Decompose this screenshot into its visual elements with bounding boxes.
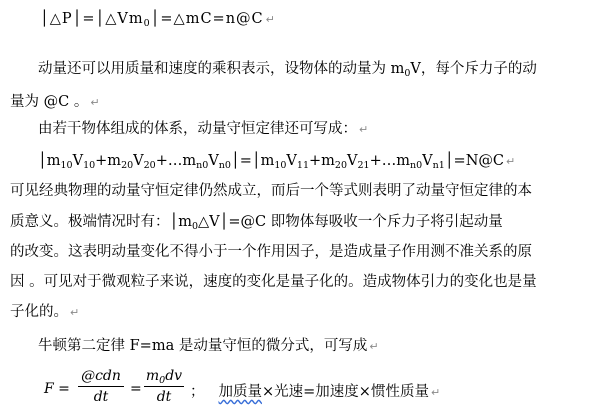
paragraph-mark: ↵: [70, 306, 80, 319]
text: 可见经典物理的动量守恒定律仍然成立，而后一个等式则表明了动量守恒定律的本: [10, 183, 532, 199]
equation-momentum-change: [40, 9, 276, 30]
text: 动量还可以用质量和速度的乘积表示，设物体的动量为 m: [38, 61, 405, 77]
eq-part: V: [347, 153, 358, 169]
subscript: 20: [121, 160, 134, 171]
paragraph-line-7: [10, 212, 503, 232]
text: 质意义。极端情况时有：│m: [10, 214, 192, 230]
fraction-denominator: dt: [93, 389, 109, 405]
num-part: m: [145, 368, 160, 384]
paragraph-mark: ↵: [369, 340, 379, 353]
fraction-denominator: dt: [156, 389, 172, 405]
equation-system-momentum: [38, 151, 515, 172]
paragraph-line-2: [38, 59, 537, 79]
separator: ；: [190, 384, 205, 400]
eq-part: │m: [38, 153, 61, 169]
subscript: 11: [296, 160, 309, 171]
subscript: 20: [334, 160, 347, 171]
fraction-bar: [78, 386, 124, 387]
text: 因 。可见对于微观粒子来说，速度的变化是量子化的。造成物体引力的变化也是量: [10, 274, 537, 290]
eq-part: │=N@C: [444, 153, 504, 169]
formula-equals: =: [130, 381, 142, 397]
subscript: 0: [191, 221, 199, 232]
subscript: n0: [218, 160, 231, 171]
eq-part: V: [208, 153, 219, 169]
num-part-end: dv: [165, 368, 183, 384]
subscript: n0: [196, 160, 209, 171]
text: 子化的。: [10, 304, 68, 320]
eq-text: │△P│=│△Vm: [40, 11, 144, 27]
eq-part: V: [286, 153, 297, 169]
paragraph-mark: ↵: [430, 386, 441, 399]
subscript: 21: [357, 160, 370, 171]
subscript: 0: [404, 68, 411, 79]
text: 牛顿第二定律 F=ma 是动量守恒的微分式，可写成: [38, 338, 368, 354]
eq-part: +m: [95, 153, 122, 169]
eq-part: +m: [309, 153, 335, 169]
paragraph-line-9: [10, 272, 537, 292]
paragraph-line-11: [38, 336, 379, 357]
paragraph-line-8: [10, 242, 532, 262]
eq-part: V: [422, 153, 433, 169]
subscript: 10: [83, 160, 96, 171]
subscript: 0: [143, 18, 151, 29]
text: 由若干物体组成的体系，动量守恒定律还可写成：: [38, 121, 357, 137]
formula-explanation: [190, 380, 440, 401]
fraction-numerator: @cdn: [81, 368, 121, 384]
formula-lhs: F =: [44, 381, 70, 397]
paragraph-line-6: [10, 181, 532, 201]
eq-part: +…m: [369, 153, 410, 169]
text-end: △V│=@C 即物体每吸收一个斥力子将引起动量: [198, 214, 503, 230]
eq-part: +…m: [155, 153, 197, 169]
subscript: 0: [159, 375, 166, 386]
eq-text-end: │=△mC=n@C: [150, 11, 264, 27]
fraction-velocity: [144, 368, 184, 405]
subscript: n0: [409, 160, 423, 171]
fraction-bar: [144, 386, 184, 387]
eq-part: V: [72, 153, 84, 169]
fraction-numerator: [144, 368, 184, 384]
subscript: n1: [432, 160, 445, 171]
paragraph-mark: ↵: [505, 155, 516, 168]
eq-part: V: [133, 153, 144, 169]
paragraph-mark: ↵: [359, 123, 369, 136]
spellcheck-underlined-text: 加质量: [218, 384, 262, 400]
paragraph-line-3: [10, 92, 100, 113]
subscript: 10: [60, 160, 73, 171]
paragraph-line-4: [38, 119, 368, 140]
eq-part: │=│m: [230, 153, 275, 169]
fraction-momentum: [78, 368, 124, 405]
text: 的改变。这表明动量变化不得小于一个作用因子，是造成量子作用测不准关系的原: [10, 244, 532, 260]
text-end: V，每个斥力子的动: [410, 61, 537, 77]
text: 量为 @C 。: [10, 94, 89, 110]
text: ×光速=加速度×惯性质量: [262, 384, 429, 400]
subscript: 20: [143, 160, 156, 171]
paragraph-mark: ↵: [90, 96, 100, 109]
paragraph-line-10: [10, 302, 79, 323]
subscript: 10: [274, 160, 287, 171]
paragraph-mark: ↵: [265, 13, 276, 26]
